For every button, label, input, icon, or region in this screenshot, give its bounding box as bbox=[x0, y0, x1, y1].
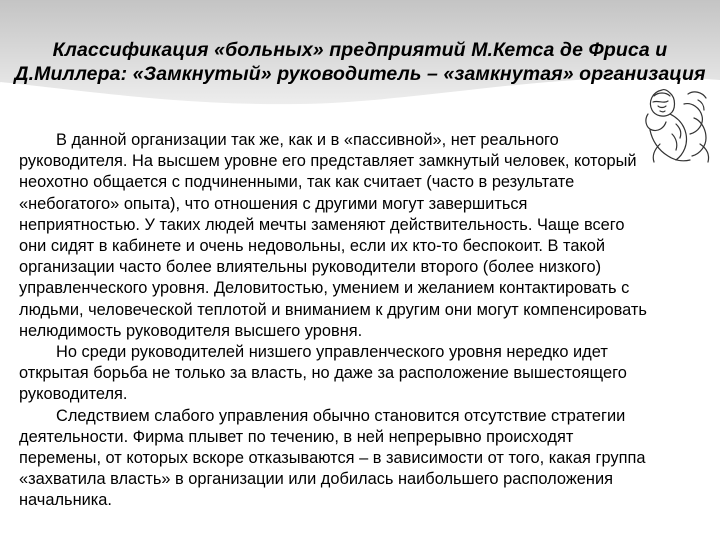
title-line-1: Классификация «больных» предприятий М.Кетса де Фриса и bbox=[52, 39, 668, 61]
paragraph-line: неприятностью. У таких людей мечты заменяют действительность. Чаще всего bbox=[19, 215, 625, 234]
paragraph-line: деятельности. Фирма плывет по течению, в ней непрерывно происходят bbox=[19, 427, 574, 446]
paragraph-line: «небогатого» опыта), что отношения с другими могут завершиться bbox=[19, 194, 528, 213]
paragraph-line: людьми, человеческой теплотой и вниманием к другим они могут компенсировать bbox=[19, 300, 647, 319]
paragraph-line: начальника. bbox=[19, 491, 112, 510]
paragraph-line: управленческого уровня. Деловитостью, умением и желанием контактировать с bbox=[19, 279, 630, 298]
title-line-2: Д.Миллера: «Замкнутый» руководитель – «замкнутая» организация bbox=[14, 63, 706, 85]
paragraph-line: нелюдимость руководителя высшего уровня. bbox=[19, 321, 363, 340]
paragraph-line: «захватила власть» в организации или добилась наибольшего расположения bbox=[19, 470, 613, 489]
paragraph-3 bbox=[19, 406, 719, 512]
paragraph-line: неохотно общается с подчиненными, так как считает (часто в результате bbox=[19, 173, 575, 192]
paragraph-2 bbox=[19, 342, 719, 406]
paragraph-1 bbox=[19, 130, 719, 342]
paragraph-line: Следствием слабого управления обычно становится отсутствие стратегии bbox=[56, 406, 626, 425]
paragraph-line: организации часто более влиятельны руководители второго (более низкого) bbox=[19, 258, 602, 277]
paragraph-line: перемены, от которых вскоре отказываются – в зависимости от того, какая группа bbox=[19, 449, 646, 468]
paragraph-line: В данной организации так же, как и в «пассивной», нет реального bbox=[56, 131, 559, 149]
page-title bbox=[0, 38, 720, 86]
body-text bbox=[19, 130, 719, 512]
paragraph-line: они сидят в кабинете и очень недовольны, если их кто-то беспокоит. В такой bbox=[19, 237, 606, 256]
paragraph-line: открытая борьба не только за власть, но даже за расположение вышестоящего bbox=[19, 364, 627, 383]
paragraph-line: руководителя. bbox=[19, 385, 128, 404]
paragraph-line: Но среди руководителей низшего управленческого уровня нередко идет bbox=[56, 343, 608, 362]
paragraph-line: руководителя. На высшем уровне его представляет замкнутый человек, который bbox=[19, 152, 637, 171]
